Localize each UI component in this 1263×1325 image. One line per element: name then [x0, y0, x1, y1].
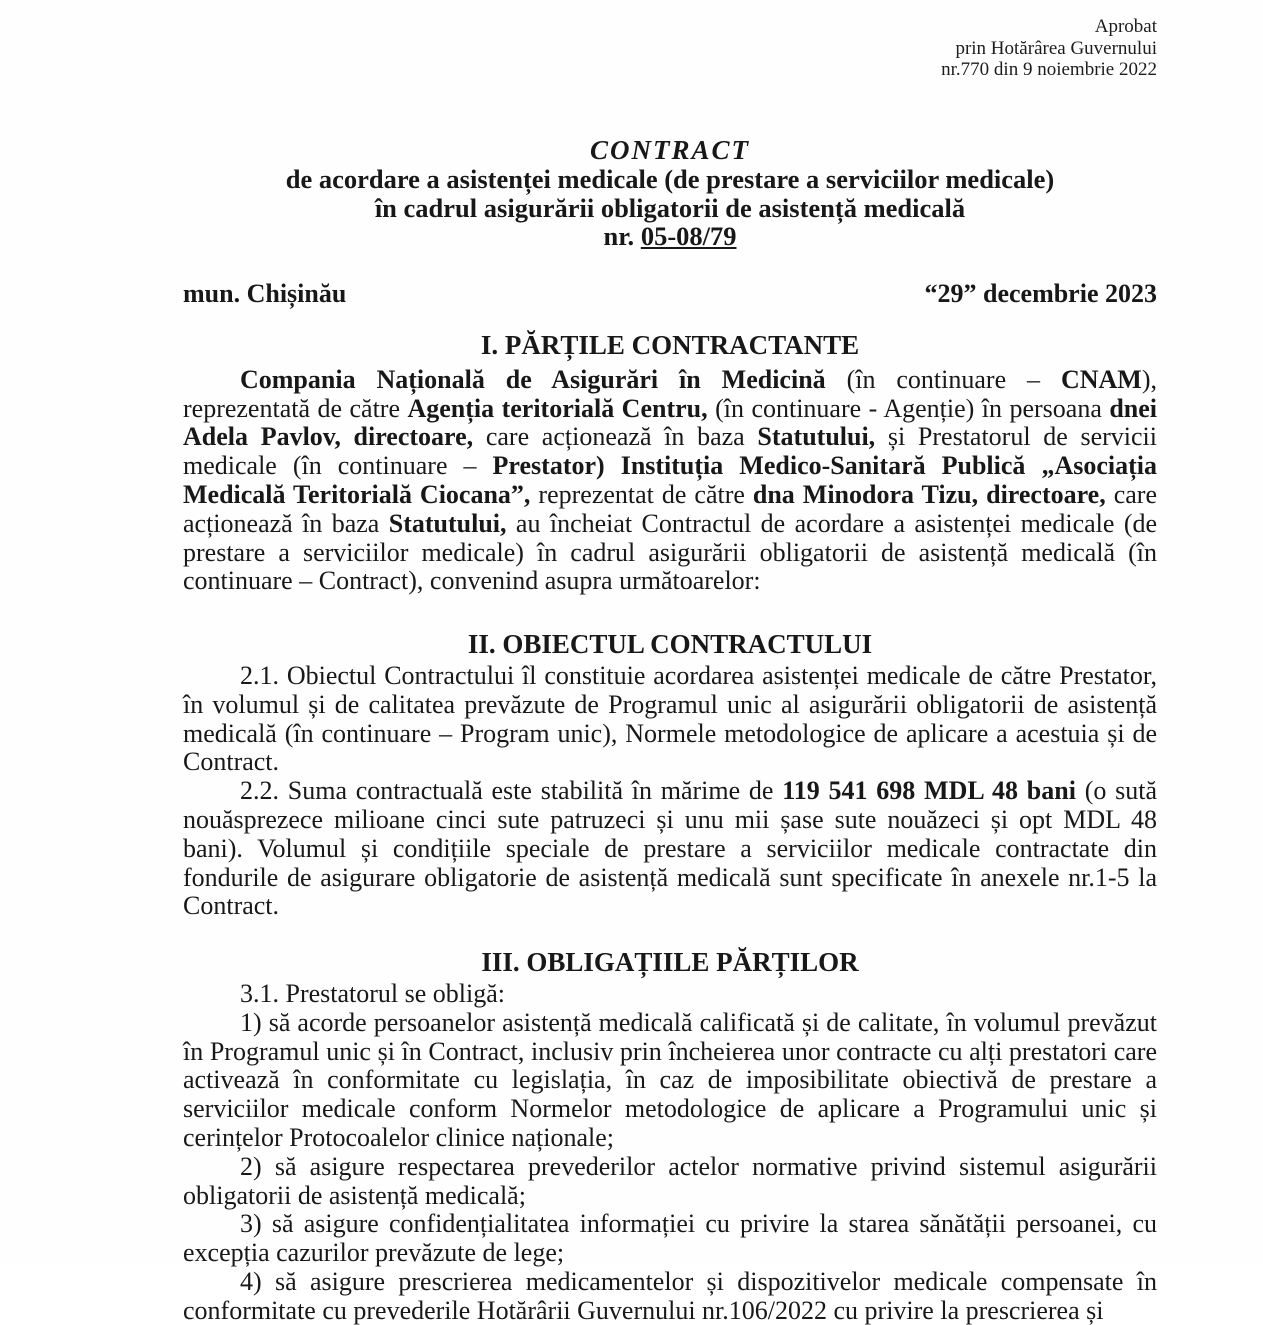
- section-heading-parties: I. PĂRȚILE CONTRACTANTE: [480, 329, 860, 360]
- contract-number-line: [183, 222, 1157, 251]
- obligation-item-2: 2) să asigure respectarea prevederilor actelor normative privind sistemul asigurării obligatorii de asistență medicală;: [183, 1151, 1157, 1210]
- date-label: “29” decembrie 2023: [924, 279, 1157, 309]
- clause-2-1-paragraph: 2.1. Obiectul Contractului îl constituie acordarea asistenței medicale de către Prestator, în volumul și de calitatea prevăzute de Programul unic al asigurării obligatorii de asistență medicală (în continuare – Program unic), Normele metodologice de aplicare a acestuia și de Contract.: [183, 660, 1157, 777]
- place-label: mun. Chișinău: [183, 279, 347, 309]
- clause-2-2-paragraph: 2.2. Suma contractuală este stabilită în mărime de 119 541 698 MDL 48 bani (o sută nouăsprezece milioane cinci sute patruzeci și unu mii șase sute nouăzeci și opt MDL 48 bani). Volumul și condițiile speciale de prestare a serviciilor medicale contractate din fondurile de asigurare obligatorie de asistență medicală sunt specificate în anexele nr.1-5 la Contract.: [183, 776, 1157, 921]
- document-subtitle-line1: de acordare a asistenței medicale (de prestare a serviciilor medicale): [285, 163, 1055, 194]
- place-date-row: [183, 280, 1157, 309]
- clause-3-1-intro: 3.1. Prestatorul se obligă:: [240, 978, 506, 1008]
- contract-number: 05-08/79: [640, 221, 737, 252]
- obligation-item-1: 1) să acorde persoanelor asistență medicală calificată și de calitate, în volumul prevăzut în Programul unic și în Contract, inclusiv prin încheierea unor contracte cu alți prestatori care activează în conformitate cu legislația, în caz de imposibilitate obiectivă de prestare a serviciilor medicale conform Normelor metodologice de aplicare a Programului unic și cerințelor Protocoalelor clinice naționale;: [183, 1007, 1157, 1152]
- document-title-block: [183, 136, 1157, 251]
- obligation-item-3: 3) să asigure confidențialitatea informației cu privire la starea sănătății persoanei, cu excepția cazurilor prevăzute de lege;: [183, 1209, 1157, 1268]
- parties-paragraph: Compania Națională de Asigurări în Medicină (în continuare – CNAM), reprezentată de către Agenția teritorială Centru, (în continuare - Agenție) în persoana dnei Adela Pavlov, directoare, care acționează în baza Statutului, și Prestatorul de servicii medicale (în continuare – Prestator) Instituția Medico-Sanitară Publică „Asociația Medicală Teritorială Ciocana”, reprezentat de către dna Minodora Tizu, directoare, care acționează în baza Statutului, au încheiat Contractul de acordare a asistenței medicale (de prestare a serviciilor medicale) în cadrul asigurării obligatorii de asistență medicală (în continuare – Contract), convenind asupra următoarelor:: [183, 364, 1158, 596]
- section-heading-object: II. OBIECTUL CONTRACTULUI: [467, 629, 873, 660]
- approval-line-2: prin Hotărârea Guvernului: [955, 37, 1157, 59]
- approval-line-1: Aprobat: [1094, 16, 1157, 37]
- document-content: [183, 0, 1157, 1325]
- approval-line-3: nr.770 din 9 noiembrie 2022: [941, 59, 1157, 80]
- document-subtitle-line2: în cadrul asigurării obligatorii de asistență medicală: [374, 192, 966, 223]
- obligation-item-4: 4) să asigure prescrierea medicamentelor și dispozitivelor medicale compensate în conformitate cu prevederile Hotărârii Guvernului nr.106/2022 cu privire la prescrierea și: [183, 1266, 1157, 1325]
- contract-number-prefix: nr.: [603, 221, 641, 252]
- document-title: CONTRACT: [589, 135, 751, 165]
- section-heading-obligations: III. OBLIGAȚIILE PĂRȚILOR: [481, 947, 859, 978]
